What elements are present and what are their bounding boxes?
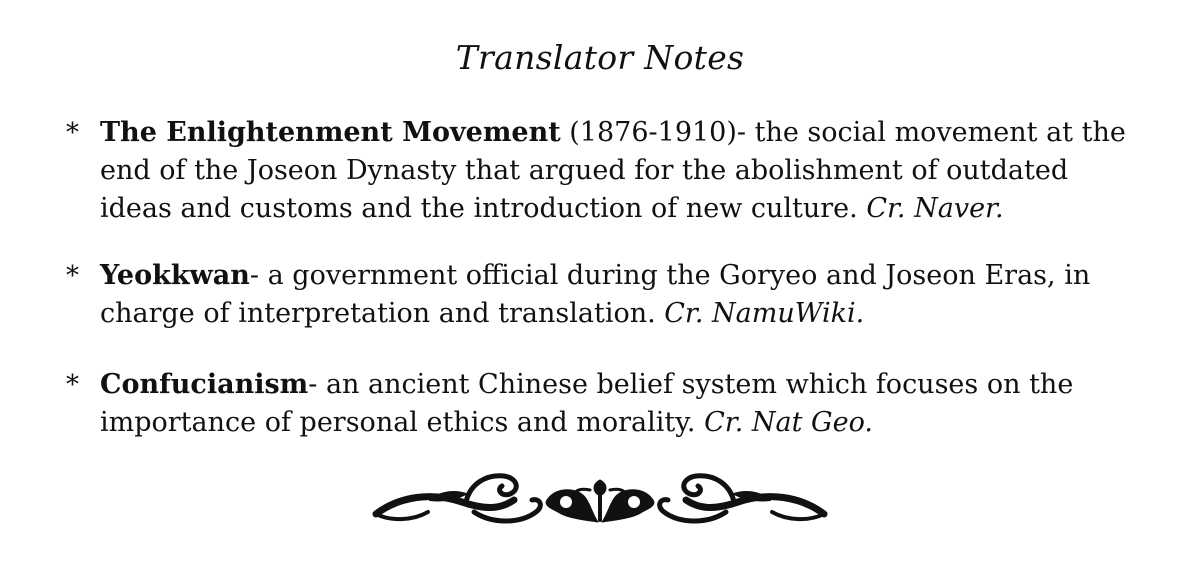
note-description: - a government official during the Goryeo and Joseon Eras, in charge of interpretation and translation. xyxy=(100,260,1091,329)
note-bullet: * xyxy=(66,118,79,148)
note-body xyxy=(100,366,1146,442)
note-bullet: * xyxy=(66,261,79,291)
decorative-flourish-divider-icon xyxy=(370,462,830,538)
note-term: Confucianism xyxy=(100,369,309,400)
note-term: The Enlightenment Movement xyxy=(100,117,561,148)
note-citation: Cr. Nat Geo. xyxy=(704,407,873,438)
note-bullet: * xyxy=(66,370,79,400)
note-term: Yeokkwan xyxy=(100,260,250,291)
note-item-enlightenment-movement xyxy=(66,114,1146,228)
note-body xyxy=(100,257,1146,333)
note-description: (1876-1910)- the social movement at the end of the Joseon Dynasty that argued for the abolishment of outdated ideas and customs and the introduction of new culture. xyxy=(100,117,1126,224)
note-citation: Cr. Naver. xyxy=(866,193,1004,224)
note-item-yeokkwan xyxy=(66,257,1146,333)
note-description: - an ancient Chinese belief system which focuses on the importance of personal ethics and morality. xyxy=(100,369,1074,438)
note-item-confucianism xyxy=(66,366,1146,442)
note-body xyxy=(100,114,1146,228)
page-title: Translator Notes xyxy=(455,38,745,77)
note-citation: Cr. NamuWiki. xyxy=(664,298,865,329)
